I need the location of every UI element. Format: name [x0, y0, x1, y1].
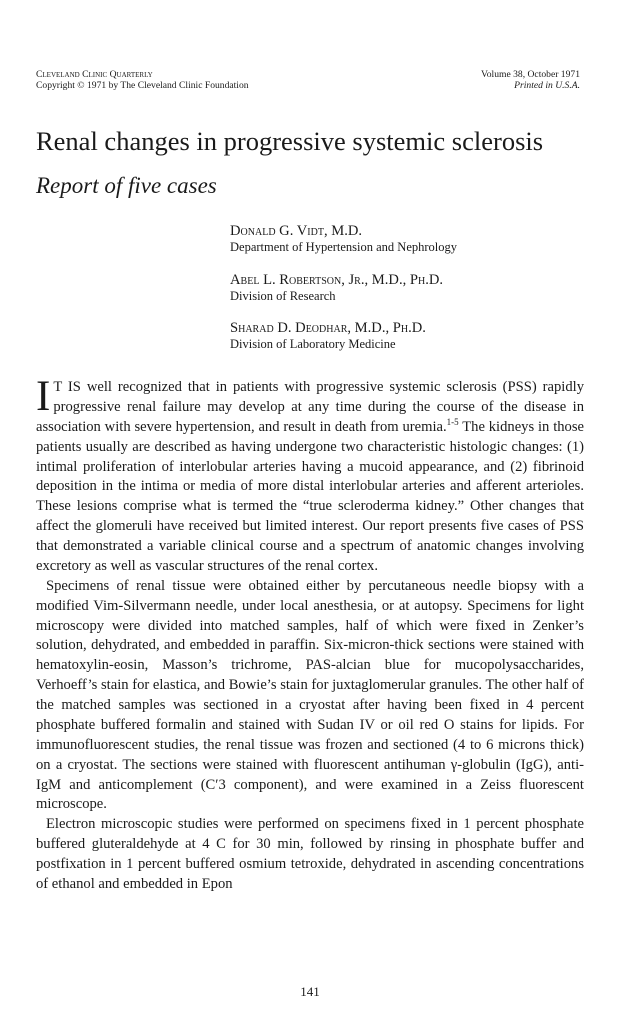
- running-header-right: [481, 69, 580, 91]
- author-affiliation: Department of Hypertension and Nephrology: [230, 240, 458, 254]
- paragraph-text: T IS well recognized that in patients with progressive systemic sclerosis (PSS) rapidly progressive renal failure may develop at any time during the course of the disease in association with severe hypertension, and result in death from uremia.: [36, 379, 584, 435]
- author-block: [230, 272, 443, 304]
- author-name: Abel L. Robertson, Jr., M.D., Ph.D.: [230, 272, 444, 288]
- author-name: Donald G. Vidt, M.D.: [230, 223, 363, 239]
- drop-cap: I: [36, 373, 51, 420]
- paragraph-text: The kidneys in those patients usually are described as having undergone two characteristic histologic changes: (1) intimal proliferation of interlobular arteries having a mucoid appearance, and (2) fibrinoid deposition in the intima or media of more distal interlobular arteries and afferent arterioles. These lesions comprise what is termed the “true scleroderma kidney.” Other changes that affect the glomeruli have received but limited interest. Our report presents five cases of PSS that demonstrated a variable clinical course and a spectrum of anatomic changes involving excretory as well as vascular structures of the renal cortex.: [36, 418, 584, 574]
- paragraph: Specimens of renal tissue were obtained either by percutaneous needle biopsy with a modified Vim-Silvermann needle, under local anesthesia, or at autopsy. Specimens for light microscopy were divided into matched samples, half of which were fixed in Zenker’s solution, dehydrated, and embedded in paraffin. Six-micron-thick sections were stained with hematoxylin-eosin, Masson’s trichrome, PAS-alcian blue for mucopolysaccharides, Verhoeff’s stain for elastica, and Bowie’s stain for juxtaglomerular granules. The other half of the matched samples was sectioned in a cryostat after having been fixed in 4 percent phosphate buffered formalin and stained with Sudan IV or oil red O stains for lipids. For immunofluorescent studies, the renal tissue was frozen and sectioned (4 to 6 microns thick) on a cryostat. The sections were stained with fluorescent antihuman γ-globulin (IgG), anti-IgM and anticomplement (C′3 component), and were examined in a Zeiss fluorescent microscope.: [36, 577, 584, 813]
- volume-line: Volume 38, October 1971: [481, 69, 580, 80]
- reference-superscript: 1-5: [446, 416, 459, 427]
- paragraph: [36, 373, 584, 577]
- article-title: Renal changes in progressive systemic sclerosis: [36, 126, 544, 156]
- article-body: [36, 373, 584, 895]
- author-affiliation: Division of Laboratory Medicine: [230, 337, 396, 351]
- article-subtitle: Report of five cases: [36, 173, 217, 198]
- author-block: [230, 223, 457, 255]
- author-name: Sharad D. Deodhar, M.D., Ph.D.: [230, 320, 426, 336]
- journal-name: Cleveland Clinic Quarterly: [36, 69, 153, 80]
- page-number: 141: [300, 984, 320, 999]
- running-header-left: [36, 69, 249, 91]
- paragraph: Electron microscopic studies were performed on specimens fixed in 1 percent phosphate buffered gluteraldehyde at 4 C for 30 min, followed by rinsing in phosphate buffer and postfixation in 1 percent buffered osmium tetroxide, dehydrated in ascending concentrations of ethanol and embedded in Epon: [36, 816, 584, 892]
- author-block: [230, 320, 426, 352]
- printed-line: Printed in U.S.A.: [514, 80, 580, 91]
- copyright-line: Copyright © 1971 by The Cleveland Clinic Foundation: [36, 80, 249, 91]
- author-affiliation: Division of Research: [230, 289, 336, 303]
